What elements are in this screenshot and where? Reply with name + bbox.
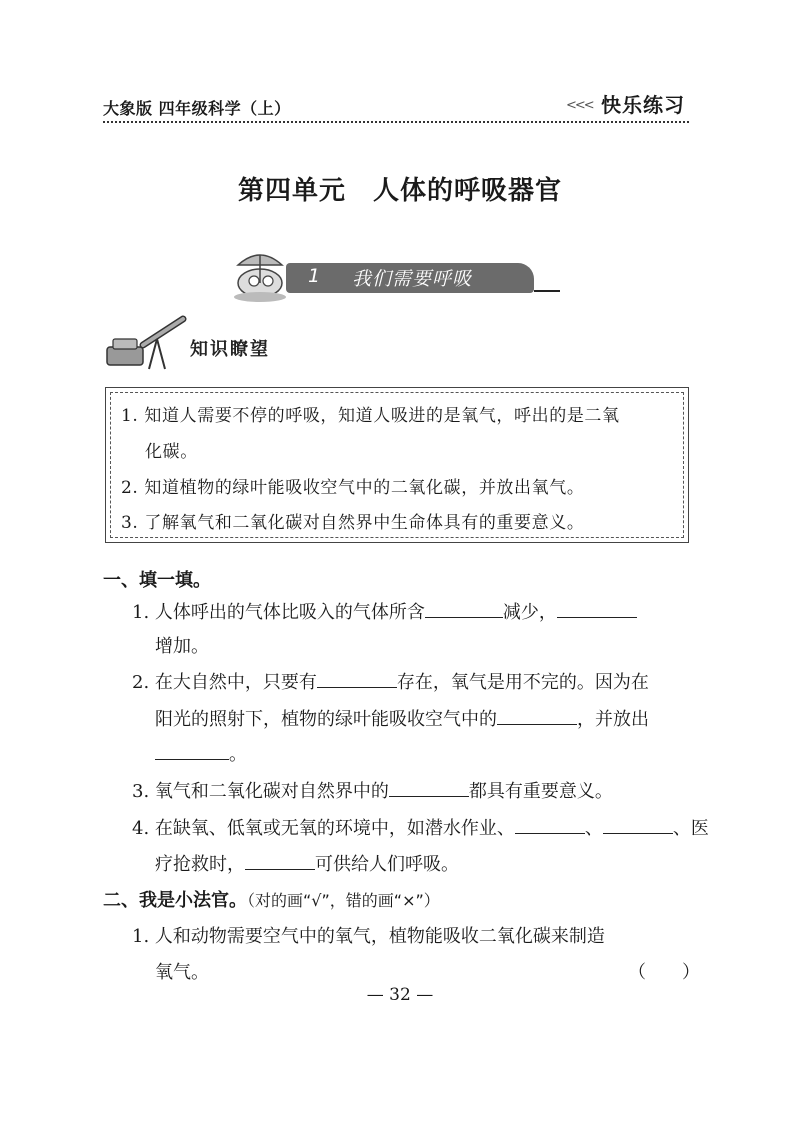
question-text: 1. 人和动物需要空气中的氧气，植物能吸收二氧化碳来制造 (132, 926, 605, 947)
unit-title: 第四单元 人体的呼吸器官 (237, 176, 562, 206)
question-text: 3. 氧气和二氧化碳对自然界中的 (132, 781, 389, 802)
question-text: 疗抢救时， (155, 854, 245, 875)
lesson-title: 我们需要呼吸 (352, 268, 473, 290)
page-number: — 32 — (366, 985, 434, 1005)
question-text: 。 (229, 744, 247, 765)
section-title-text: 二、我是小法官。 (103, 890, 247, 911)
question-3-line-1 (132, 777, 613, 803)
question-1-line-2 (155, 632, 209, 658)
question-2-line-3 (155, 740, 247, 766)
answer-blank[interactable] (317, 669, 397, 688)
answer-parentheses[interactable]: （ ） (628, 962, 700, 983)
section-instruction: （对的画“√”，错的画“×”） (247, 891, 440, 910)
answer-blank[interactable] (245, 851, 315, 870)
question-text: 4. 在缺氧、低氧或无氧的环境中，如潜水作业、 (132, 818, 515, 839)
question-text: 都具有重要意义。 (468, 781, 613, 802)
judge-question-1-line-1 (132, 922, 605, 948)
question-4-line-1 (132, 814, 709, 840)
header-divider (103, 121, 689, 123)
lesson-number: 1 (308, 265, 321, 287)
question-2-line-2 (155, 705, 649, 731)
question-1-line-1 (132, 598, 637, 624)
header-series-title: 快乐练习 (601, 93, 685, 117)
question-text: 可供给人们呼吸。 (315, 854, 459, 875)
question-text: 存在，氧气是用不完的。因为在 (396, 672, 649, 693)
answer-blank[interactable] (155, 741, 229, 760)
header-book-title: 大象版 四年级科学（上） (103, 99, 291, 118)
question-text: 、 (584, 818, 603, 839)
answer-blank[interactable] (515, 815, 585, 834)
question-text: 1. 人体呼出的气体比吸入的气体所含 (132, 602, 425, 623)
knowledge-item-1: 1. 知道人需要不停的呼吸，知道人吸进的是氧气，呼出的是二氧 (121, 406, 620, 426)
section-title-fill-in: 一、填一填。 (103, 570, 211, 591)
question-text: 减少， (502, 602, 557, 623)
knowledge-item-2: 2. 知道植物的绿叶能吸收空气中的二氧化碳，并放出氧气。 (121, 478, 585, 498)
question-text: 增加。 (155, 636, 209, 657)
answer-blank[interactable] (389, 778, 469, 797)
chevron-left-icon: <<< (566, 98, 593, 113)
answer-blank[interactable] (497, 706, 577, 725)
knowledge-item-1-continued: 化碳。 (145, 442, 198, 462)
answer-blank[interactable] (603, 815, 673, 834)
question-2-line-1 (132, 668, 649, 694)
knowledge-label: 知识瞭望 (190, 339, 270, 360)
judge-question-1-line-2 (155, 958, 209, 984)
question-text: 氧气。 (155, 962, 209, 983)
answer-blank[interactable] (557, 599, 637, 618)
section-title-true-false (103, 886, 440, 912)
question-text: 、医 (672, 818, 709, 839)
question-text: ，并放出 (577, 709, 649, 730)
question-4-line-2 (155, 850, 459, 876)
telescope-icon (103, 313, 193, 373)
question-text: 2. 在大自然中，只要有 (132, 672, 317, 693)
knowledge-item-3: 3. 了解氧气和二氧化碳对自然界中生命体具有的重要意义。 (121, 513, 585, 533)
lesson-bar-underline (534, 290, 560, 292)
answer-blank[interactable] (425, 599, 503, 618)
question-text: 阳光的照射下，植物的绿叶能吸收空气中的 (155, 709, 497, 730)
